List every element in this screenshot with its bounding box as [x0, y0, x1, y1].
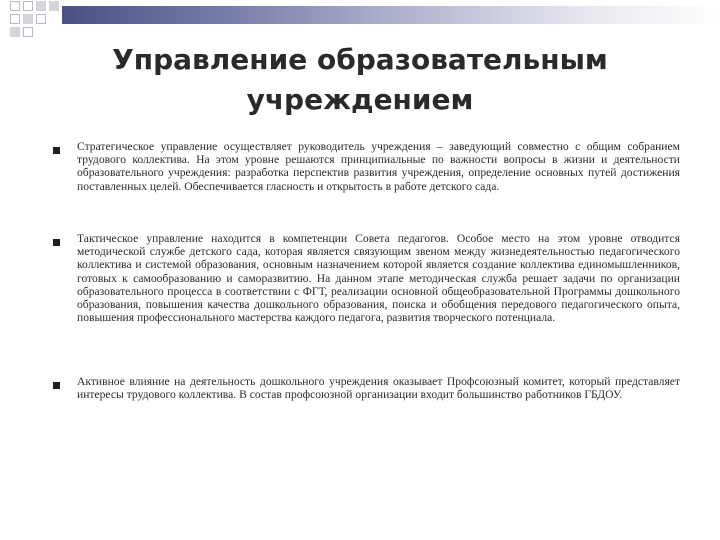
deco-square [23, 1, 33, 11]
bullet-square-icon [53, 147, 60, 154]
deco-square [10, 27, 20, 37]
deco-square [10, 1, 20, 11]
deco-square [23, 27, 33, 37]
deco-square [49, 1, 59, 11]
bullet-text: Стратегическое управление осуществляет руководитель учреждения – заведующий совместно с общим собранием трудового коллектива. На этом уровне решаются принципиальные по важности вопросы в жизни и деятельности образовательного учреждения: разработка перспектив развития учреждения, определение основных путей достижения поставленных целей. Обеспечивается гласность и открытость в работе детского сада. [77, 140, 680, 193]
slide-title-line-2: учреждением [246, 83, 474, 116]
header-gradient-bar [62, 6, 720, 24]
deco-square [10, 14, 20, 24]
bullet-square-icon [53, 239, 60, 246]
slide-title-line-1: Управление образовательным [112, 43, 608, 76]
slide-title [60, 40, 660, 120]
deco-square [36, 1, 46, 11]
bullet-text: Тактическое управление находится в компетенции Совета педагогов. Особое место на этом уровне отводится методической службе детского сада, которая является связующим звеном между жизнедеятельностью педагогического коллектива и системой образования, основным назначением которой является создание коллектива единомышленников, готовых к самообразованию и саморазвитию. На данном этапе методическая служба решает задачи по организации образовательного процесса в соответствии с ФГТ, реализации основной общеобразовательной Программы дошкольного образования, повышения качества дошкольного образования, поиска и обобщения передового педагогического опыта, повышения профессионального мастерства каждого педагога, развития творческого потенциала. [77, 232, 680, 325]
bullet-square-icon [53, 382, 60, 389]
bullet-text: Активное влияние на деятельность дошкольного учреждения оказывает Профсоюзный комитет, который представляет интересы трудового коллектива. В состав профсоюзной организации входит большинство работников ГБДОУ. [77, 375, 680, 402]
deco-square [36, 14, 46, 24]
deco-square [23, 14, 33, 24]
